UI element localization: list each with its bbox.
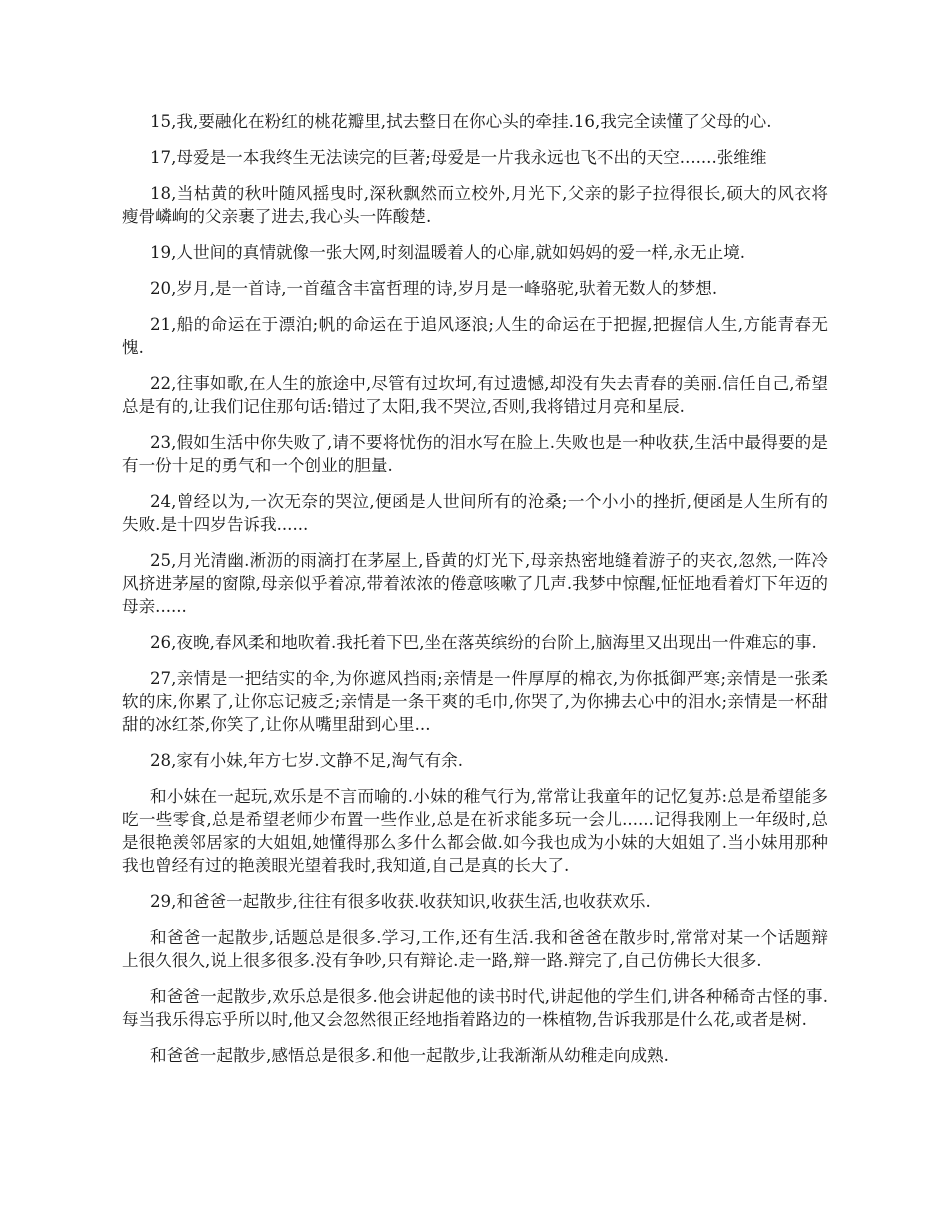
paragraph-24: 24,曾经以为,一次无奈的哭泣,便函是人世间所有的沧桑;一个小小的挫折,便函是人生所有的失败.是十四岁告诉我......	[122, 492, 828, 534]
paragraph-21: 21,船的命运在于漂泊;帆的命运在于追风逐浪;人生的命运在于把握,把握信人生,方能青春无愧.	[122, 315, 828, 357]
paragraph-27: 27,亲情是一把结实的伞,为你遮风挡雨;亲情是一件厚厚的棉衣,为你抵御严寒;亲情是一张柔软的床,你累了,让你忘记疲乏;亲情是一条干爽的毛巾,你哭了,为你拂去心中的泪水;亲情是一杯甜甜的冰红茶,你笑了,让你从嘴里甜到心里...	[122, 669, 828, 734]
paragraph-26: 26,夜晚,春风柔和地吹着.我托着下巴,坐在落英缤纷的台阶上,脑海里又出现出一件难忘的事.	[150, 633, 817, 652]
paragraph-15-16: 15,我,要融化在粉红的桃花瓣里,拭去整日在你心头的牵挂.16,我完全读懂了父母的心.	[150, 112, 772, 131]
paragraph-29-topics: 和爸爸一起散步,话题总是很多.学习,工作,还有生活.我和爸爸在散步时,常常对某一个话题辩上很久很久,说上很多很多.没有争吵,只有辩论.走一路,辩一路.辩完了,自己仿佛长大很多.	[122, 928, 828, 970]
paragraph-20: 20,岁月,是一首诗,一首蕴含丰富哲理的诗,岁月是一峰骆驼,驮着无数人的梦想.	[150, 279, 718, 298]
paragraph-19: 19,人世间的真情就像一张大网,时刻温暖着人的心扉,就如妈妈的爱一样,永无止境.	[150, 243, 746, 262]
paragraph-29-insight: 和爸爸一起散步,感悟总是很多.和他一起散步,让我渐渐从幼稚走向成熟.	[150, 1046, 669, 1065]
paragraph-17: 17,母爱是一本我终生无法读完的巨著;母爱是一片我永远也飞不出的天空.......张维维	[150, 148, 767, 167]
paragraph-29: 29,和爸爸一起散步,往往有很多收获.收获知识,收获生活,也收获欢乐.	[150, 892, 651, 911]
paragraph-22: 22,往事如歌,在人生的旅途中,尽管有过坎坷,有过遗憾,却没有失去青春的美丽.信任自己,希望总是有的,让我们记住那句话:错过了太阳,我不哭泣,否则,我将错过月亮和星辰.	[122, 374, 828, 416]
paragraph-29-joy: 和爸爸一起散步,欢乐总是很多.他会讲起他的读书时代,讲起他的学生们,讲各种稀奇古怪的事.每当我乐得忘乎所以时,他又会忽然很正经地指着路边的一株植物,告诉我那是什么花,或者是树.	[122, 987, 828, 1029]
paragraph-18: 18,当枯黄的秋叶随风摇曳时,深秋飘然而立校外,月光下,父亲的影子拉得很长,硕大的风衣将瘦骨嶙峋的父亲裹了进去,我心头一阵酸楚.	[122, 184, 828, 226]
paragraph-23: 23,假如生活中你失败了,请不要将忧伤的泪水写在脸上.失败也是一种收获,生活中最得要的是有一份十足的勇气和一个创业的胆量.	[122, 433, 828, 475]
paragraph-28-body: 和小妹在一起玩,欢乐是不言而喻的.小妹的稚气行为,常常让我童年的记忆复苏:总是希望能多吃一些零食,总是希望老师少布置一些作业,总是在祈求能多玩一会儿......记得我刚上一年级时,总是很艳羡邻居家的大姐姐,她懂得那么多什么都会做.如今我也成为小妹的大姐姐了.当小妹用那种我也曾经有过的艳羡眼光望着我时,我知道,自己是真的长大了.	[122, 787, 828, 875]
paragraph-25: 25,月光清幽.淅沥的雨滴打在茅屋上,昏黄的灯光下,母亲热密地缝着游子的夹衣,忽然,一阵冷风挤进茅屋的窗隙,母亲似乎着凉,带着浓浓的倦意咳嗽了几声.我梦中惊醒,怔怔地看着灯下年迈的母亲......	[122, 551, 828, 616]
document-body	[122, 110, 828, 1080]
paragraph-28: 28,家有小妹,年方七岁.文静不足,淘气有余.	[150, 751, 463, 770]
